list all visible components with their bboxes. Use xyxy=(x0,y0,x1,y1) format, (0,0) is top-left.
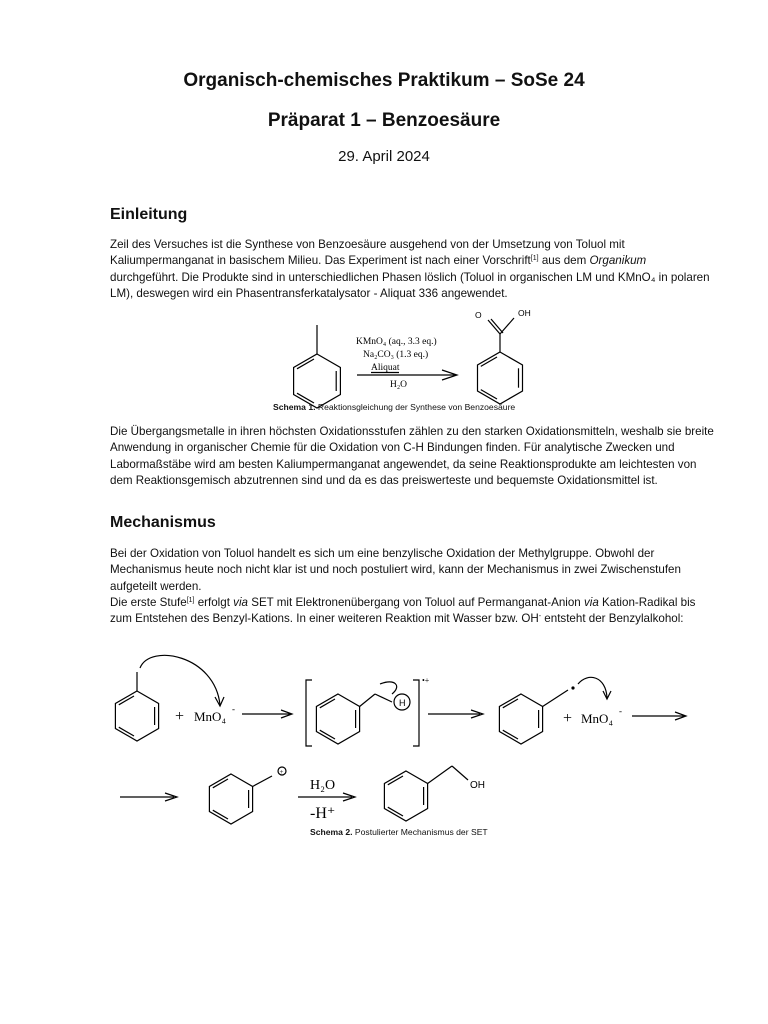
catalyst-aliquat: Aliquat xyxy=(371,363,400,373)
scheme-2-graphic xyxy=(0,640,768,840)
permanganate: MnO₄ xyxy=(194,709,226,724)
electron-transfer-arrow xyxy=(578,677,607,698)
scheme-1-graphic xyxy=(0,300,768,400)
hydroxyl-oh-label: OH xyxy=(518,308,531,318)
carbonyl-o-label: O xyxy=(475,310,482,320)
plus-sign: + xyxy=(175,708,185,725)
radical-cation-charge: •+ xyxy=(422,676,430,685)
plus-sign: + xyxy=(563,710,573,727)
section-heading-einleitung: Einleitung xyxy=(110,206,188,223)
radical-cation-structure xyxy=(316,682,410,744)
radical-dot xyxy=(571,686,574,689)
intro-paragraph-1: Zeil des Versuches ist die Synthese von Benzoesäure ausgehend von der Umsetzung von Toluol mit Kaliumpermanganat in basischem Milieu. Das Experiment ist nach einer Vorschrift[1] aus dem Organikum durchgeführt. Die Produkte sind in unterschiedlichen Phasen löslich (Toluol in organischen LM und KMnO₄ in polaren LM), deswegen wird ein Phasentransferkatalysator - Aliquat 336 angewendet. xyxy=(110,238,710,300)
reaction-arrow xyxy=(298,793,355,801)
scheme-2-caption: Schema 2. Postulierter Mechanismus der SET xyxy=(310,827,488,837)
mechanism-paragraph-2: Die erste Stufe[1] erfolgt via SET mit Elektronenübergang von Toluol auf Permanganat-Anion via Kation-Radikal bis zum Entstehen des Benzyl-Kations. In einer weiteren Reaktion mit Wasser bzw. OH- entsteht der Benzylalkohol: xyxy=(110,596,696,626)
hydrogen-label: H xyxy=(399,698,406,708)
benzyl-cation-structure xyxy=(209,767,286,824)
reaction-arrow xyxy=(120,793,177,801)
reaction-arrow xyxy=(632,712,686,720)
permanganate-charge: - xyxy=(619,706,622,716)
citation-ref: [1] xyxy=(186,597,195,604)
reagent-water: H₂O xyxy=(310,778,336,793)
citation-ref: [1] xyxy=(530,255,539,263)
scheme-1-caption: Schema 1. Reaktionsgleichung der Synthese von Benzoesäure xyxy=(273,402,516,412)
toluene-structure xyxy=(115,672,158,741)
toluene-structure xyxy=(294,325,341,408)
document-date: 29. April 2024 xyxy=(338,148,430,165)
solvent-water: H₂O xyxy=(390,380,408,390)
reaction-arrow xyxy=(242,710,292,718)
reagent-kmno4: KMnO₄ (aq., 3.3 eq.) xyxy=(356,337,437,347)
document-title: Organisch-chemisches Praktikum – SoSe 24 xyxy=(183,70,585,91)
cation-charge: + xyxy=(279,768,284,776)
electron-transfer-arrow xyxy=(140,655,220,705)
document-subtitle: Präparat 1 – Benzoesäure xyxy=(267,110,501,131)
right-bracket xyxy=(413,680,419,746)
minus-proton: -H⁺ xyxy=(310,805,336,822)
hydroxyl-oh-label: OH xyxy=(470,780,485,791)
permanganate: MnO₄ xyxy=(581,711,613,726)
section-heading-mechanismus: Mechanismus xyxy=(110,514,216,531)
left-bracket xyxy=(306,680,312,746)
benzyl-alcohol-structure xyxy=(384,766,485,821)
reaction-arrow xyxy=(428,710,483,718)
benzoic-acid-structure xyxy=(475,308,531,404)
intro-paragraph-2: Die Übergangsmetalle in ihren höchsten Oxidationsstufen zählen zu den starken Oxidationsmitteln, weshalb sie breite Anwendung in organischer Chemie für die Oxidation von C-H Bindungen finden. Für analytische Zwecken und Labormaßstäbe wird am besten Kaliumpermanganat angewendet, da seine Reaktionsprodukte am leichtesten von dem Reaktionsgemisch abzutrennen sind und da es das preiswerteste und bequemste Oxidationsmittel ist. xyxy=(110,425,714,487)
mechanism-paragraph-1: Bei der Oxidation von Toluol handelt es sich um eine benzylische Oxidation der Methylgruppe. Obwohl der Mechanismus heute noch nicht klar ist und noch postuliert wird, kann der Mechanismus in zwei Zwischenstufen aufgeteilt werden. xyxy=(110,547,681,593)
reagent-na2co3: Na₂CO₃ (1.3 eq.) xyxy=(363,350,429,360)
permanganate-charge: - xyxy=(232,704,235,714)
